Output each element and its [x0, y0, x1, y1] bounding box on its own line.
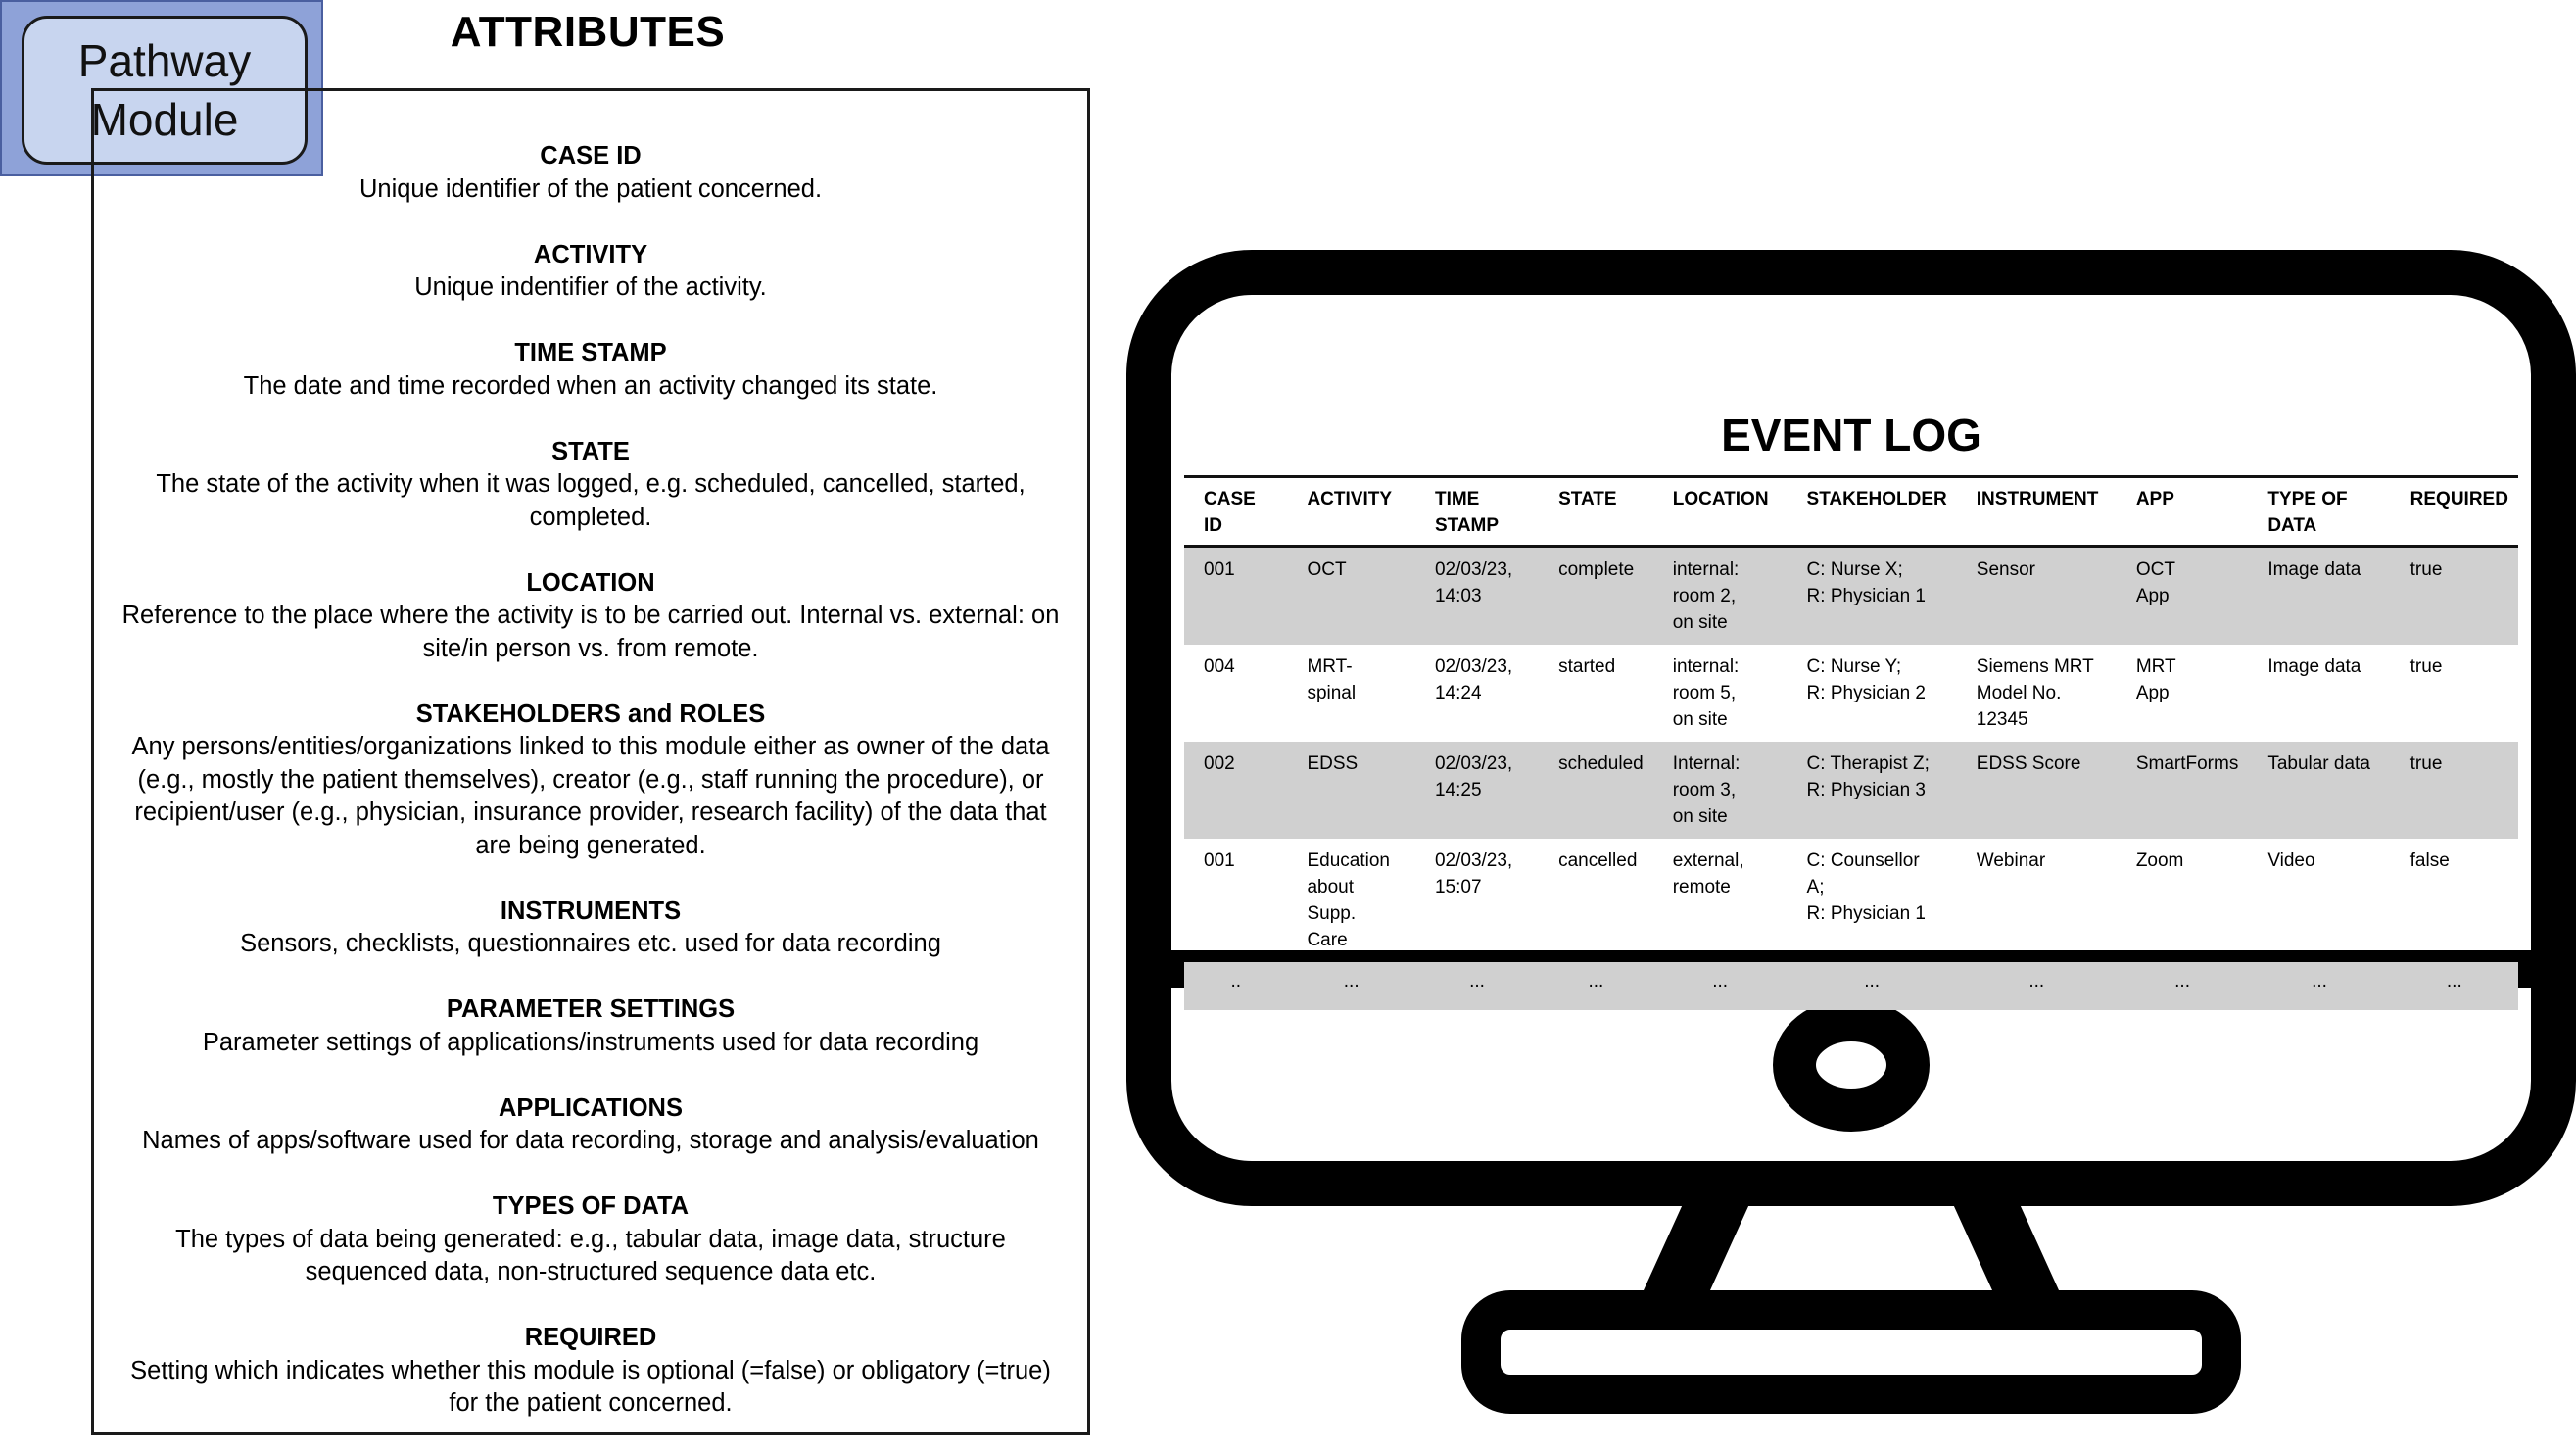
table-cell: Webinar: [1976, 850, 2046, 871]
attribute-description: The types of data being generated: e.g., tabular data, image data, structure sequenced data, non-structured sequence data etc.: [175, 1225, 1006, 1285]
attribute-description: Unique indentifier of the activity.: [414, 273, 767, 301]
table-cell: C: Counsellor A; R: Physician 1: [1806, 850, 1926, 924]
attribute-description: Parameter settings of applications/instruments used for data recording: [202, 1028, 979, 1056]
attribute-name: REQUIRED: [524, 1324, 657, 1351]
table-cell: OCT App: [2117, 547, 2249, 646]
attribute-name: STAKEHOLDERS and ROLES: [415, 700, 766, 728]
attribute-item: [119, 1190, 1062, 1289]
attribute-description: Setting which indicates whether this module is optional (=false) or obligatory (=true) for the patient concerned.: [130, 1356, 1051, 1417]
column-header-stakeholder: STAKEHOLDER: [1788, 477, 1957, 547]
attribute-name: CASE ID: [540, 142, 642, 170]
attribute-name: LOCATION: [526, 568, 655, 597]
table-row: [1184, 742, 2518, 839]
table-cell: internal: room 5, on site: [1672, 656, 1740, 730]
table-row: [1184, 547, 2518, 646]
column-header-state: STATE: [1539, 477, 1653, 547]
attributes-panel: [91, 88, 1090, 1435]
table-cell: ...: [1539, 962, 1653, 1010]
table-cell: 001: [1204, 850, 1235, 871]
event-log-title: EVENT LOG: [1721, 410, 1981, 460]
table-cell: ...: [1653, 962, 1788, 1010]
attribute-item: [119, 436, 1062, 535]
table-cell: EDSS Score: [1957, 742, 2117, 839]
pathway-module-label: Pathway Module: [22, 16, 308, 165]
table-cell: ...: [1415, 962, 1539, 1010]
column-header-type-of-data: TYPE OF DATA: [2248, 477, 2390, 547]
table-cell: MRT- spinal: [1307, 656, 1357, 703]
attribute-description: Sensors, checklists, questionnaires etc. used for data recording: [240, 930, 941, 957]
attributes-list: [94, 140, 1087, 1453]
attribute-name: TIME STAMP: [514, 339, 667, 366]
table-cell: SmartForms: [2117, 742, 2249, 839]
attribute-item: [119, 699, 1062, 863]
table-cell: ...: [1788, 962, 1957, 1010]
table-cell: ...: [1957, 962, 2117, 1010]
table-cell: cancelled: [1558, 850, 1638, 871]
table-cell: scheduled: [1539, 742, 1653, 839]
column-header-instrument: INSTRUMENT: [1957, 477, 2117, 547]
table-cell: complete: [1539, 547, 1653, 646]
table-cell: true: [2391, 742, 2518, 839]
event-log-table: [1184, 475, 2518, 1010]
attribute-name: PARAMETER SETTINGS: [446, 995, 736, 1023]
attribute-item: [119, 993, 1062, 1059]
attributes-heading: ATTRIBUTES: [450, 8, 726, 56]
table-row: [1184, 645, 2518, 742]
attribute-description: Any persons/entities/organizations linked to this module either as owner of the data (e.g., mostly the patient themselves), creator (e.g., staff running the procedure), or recipient/user (e.g., physician, insurance provider, research facility) of the data that are being generated.: [131, 733, 1050, 859]
table-cell: true: [2409, 656, 2443, 677]
attribute-item: [119, 896, 1062, 961]
table-cell: Video: [2267, 850, 2315, 871]
monitor-illustration: [1126, 250, 2576, 1426]
table-cell: 001: [1184, 547, 1287, 646]
table-row: [1184, 839, 2518, 962]
table-cell: Siemens MRT Model No. 12345: [1976, 656, 2094, 730]
table-cell: Image data: [2267, 656, 2361, 677]
table-cell: 02/03/23, 14:03: [1415, 547, 1539, 646]
table-cell: 002: [1184, 742, 1287, 839]
attribute-name: APPLICATIONS: [499, 1093, 683, 1122]
table-cell: 004: [1204, 656, 1235, 677]
column-header-activity: ACTIVITY: [1287, 477, 1415, 547]
table-cell: ...: [2248, 962, 2390, 1010]
column-header-required: REQUIRED: [2391, 477, 2518, 547]
table-row-ellipsis: [1184, 962, 2518, 1010]
table-header-row: [1184, 477, 2518, 547]
attribute-description: Reference to the place where the activity is to be carried out. Internal vs. external: on site/in person vs. from remote.: [121, 602, 1060, 662]
column-header-location: LOCATION: [1653, 477, 1788, 547]
attribute-item: [119, 1092, 1062, 1158]
column-header-case-id: CASE ID: [1184, 477, 1287, 547]
event-log-body: [1184, 547, 2518, 1011]
table-cell: Internal: room 3, on site: [1653, 742, 1788, 839]
table-cell: ..: [1184, 962, 1287, 1010]
table-cell: MRT App: [2135, 656, 2176, 703]
column-header-app: APP: [2117, 477, 2249, 547]
attribute-item: [119, 567, 1062, 666]
table-cell: C: Nurse Y; R: Physician 2: [1806, 656, 1926, 703]
table-cell: Sensor: [1957, 547, 2117, 646]
table-cell: ...: [2391, 962, 2518, 1010]
attribute-item: [119, 1322, 1062, 1421]
table-cell: Tabular data: [2248, 742, 2390, 839]
attribute-name: ACTIVITY: [533, 240, 648, 268]
table-cell: true: [2391, 547, 2518, 646]
attribute-item: [119, 239, 1062, 305]
attribute-name: STATE: [551, 437, 630, 465]
monitor-screen: [1184, 320, 2518, 1202]
table-cell: started: [1558, 656, 1616, 677]
table-cell: C: Nurse X; R: Physician 1: [1788, 547, 1957, 646]
attribute-description: The date and time recorded when an activity changed its state.: [243, 371, 938, 400]
table-cell: internal: room 2, on site: [1653, 547, 1788, 646]
table-cell: 02/03/23, 15:07: [1434, 850, 1513, 897]
attribute-description: Unique identifier of the patient concerned.: [358, 174, 823, 203]
attribute-item: [119, 140, 1062, 206]
table-cell: external, remote: [1672, 850, 1744, 897]
table-cell: false: [2409, 850, 2450, 871]
table-cell: ...: [2117, 962, 2249, 1010]
attribute-name: INSTRUMENTS: [500, 896, 682, 925]
attribute-description: Names of apps/software used for data recording, storage and analysis/evaluation: [142, 1127, 1039, 1154]
table-cell: 02/03/23, 14:25: [1415, 742, 1539, 839]
table-cell: Education about Supp. Care: [1307, 850, 1390, 950]
attribute-description: The state of the activity when it was logged, e.g. scheduled, cancelled, started, completed.: [156, 470, 1026, 531]
table-cell: Image data: [2248, 547, 2390, 646]
table-cell: 02/03/23, 14:24: [1434, 656, 1513, 703]
attribute-name: TYPES OF DATA: [492, 1192, 690, 1220]
table-cell: C: Therapist Z; R: Physician 3: [1788, 742, 1957, 839]
column-header-time-stamp: TIME STAMP: [1415, 477, 1539, 547]
table-cell: Zoom: [2135, 850, 2184, 871]
table-cell: ...: [1287, 962, 1415, 1010]
table-cell: OCT: [1287, 547, 1415, 646]
attribute-item: [119, 337, 1062, 403]
table-cell: EDSS: [1287, 742, 1415, 839]
